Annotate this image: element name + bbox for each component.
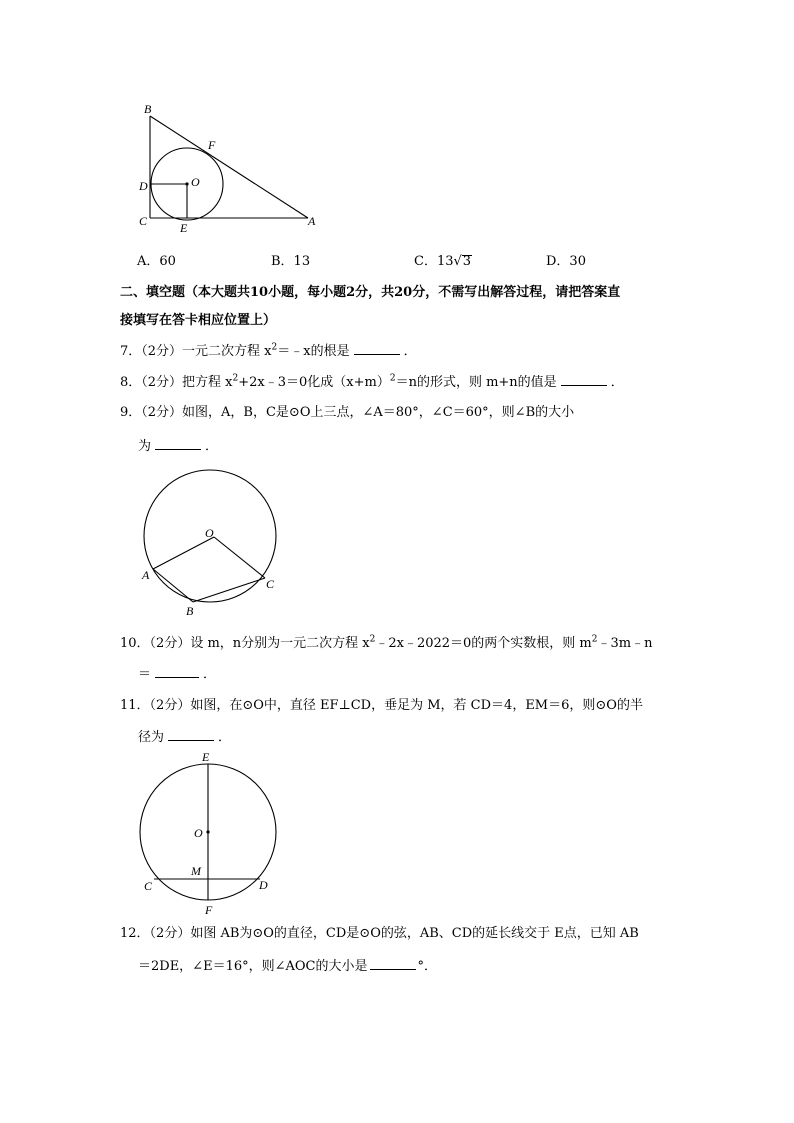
question-9-line2 xyxy=(138,437,218,456)
q10-sup2: 2 xyxy=(591,634,598,645)
q11-label-M: M xyxy=(191,864,201,878)
q11-label-F: F xyxy=(205,903,213,917)
question-8 xyxy=(120,373,624,392)
option-c xyxy=(414,250,472,269)
q10-end: ． xyxy=(203,667,217,682)
question-7 xyxy=(120,342,417,361)
q8-sup2: 2 xyxy=(389,373,396,384)
q9-line2-prefix: 为 xyxy=(138,439,152,454)
q11-label-E: E xyxy=(202,750,210,764)
label-D: D xyxy=(139,179,148,193)
option-c-prefix: C．13 xyxy=(414,254,454,269)
option-b: B．13 xyxy=(271,254,311,269)
label-F: F xyxy=(208,138,216,152)
q9-label-O: O xyxy=(205,526,214,540)
q8-answer-blank[interactable] xyxy=(561,373,607,386)
question-10-line2 xyxy=(138,665,216,684)
question-9-line1: 9．（2分）如图，A，B，C是⊙O上三点，∠A＝80°，∠C＝60°，则∠B的大小 xyxy=(120,405,575,420)
q10-rest: ﹣3m﹣n xyxy=(597,636,653,651)
q9-end: ． xyxy=(205,439,219,454)
option-d: D．30 xyxy=(546,254,586,269)
q10-prefix: 10．（2分）设 m，n分别为一元二次方程 x xyxy=(120,636,370,651)
q8-end: ． xyxy=(610,375,624,390)
label-B: B xyxy=(144,102,152,116)
q12-line2-prefix: ＝2DE，∠E＝16°，则∠AOC的大小是 xyxy=(138,959,368,974)
option-c-root: 3 xyxy=(462,254,472,269)
q10-line2-prefix: ＝ xyxy=(138,667,152,682)
q8-prefix: 8．（2分）把方程 x xyxy=(120,375,233,390)
question-12-line1: 12．（2分）如图 AB为⊙O的直径，CD是⊙O的弦，AB、CD的延长线交于 E点，已知 AB xyxy=(120,926,639,941)
q10-mid: ﹣2x﹣2022＝0的两个实数根，则 m xyxy=(375,636,592,651)
q11-label-D: D xyxy=(259,878,268,892)
section2-heading-line2: 接填写在答卡相应位置上） xyxy=(120,313,277,328)
q11-answer-blank[interactable] xyxy=(168,728,214,741)
q9-answer-blank[interactable] xyxy=(155,437,201,450)
q9-label-C: C xyxy=(266,577,275,591)
q11-label-O: O xyxy=(194,826,203,840)
section2-heading-line1: 二、填空题（本大题共10小题，每小题2分，共20分，不需写出解答过程，请把答案直 xyxy=(120,285,621,300)
q12-answer-blank[interactable] xyxy=(370,957,416,970)
q8-rest: ＝n的形式，则 m+n的值是 xyxy=(395,375,557,390)
q10-sup1: 2 xyxy=(369,634,376,645)
q11-end: ． xyxy=(218,730,232,745)
q12-end: °． xyxy=(417,959,438,974)
q9-circle-figure xyxy=(135,466,285,621)
label-O: O xyxy=(191,175,200,189)
label-C: C xyxy=(139,214,148,228)
question-11-line1: 11．（2分）如图，在⊙O中，直径 EF⊥CD，垂足为 M，若 CD＝4，EM＝6，则⊙O的半 xyxy=(120,698,643,713)
question-10-line1 xyxy=(120,635,652,653)
q7-answer-blank[interactable] xyxy=(354,342,400,355)
q11-label-C: C xyxy=(144,879,153,893)
q7-sup: 2 xyxy=(271,342,278,353)
q11-circle-figure xyxy=(130,748,290,920)
q10-answer-blank[interactable] xyxy=(155,665,199,678)
q11-line2-prefix: 径为 xyxy=(138,730,165,745)
q7-rest: ＝﹣x的根是 xyxy=(277,344,350,359)
q7-prefix: 7．（2分）一元二次方程 x xyxy=(120,344,272,359)
sqrt-sign: √ xyxy=(453,254,462,269)
q8-sup: 2 xyxy=(232,373,239,384)
question-11-line2 xyxy=(138,728,231,747)
q7-end: ． xyxy=(403,344,417,359)
label-A: A xyxy=(308,214,316,228)
q9-label-A: A xyxy=(142,568,150,582)
option-a: A．60 xyxy=(137,254,176,269)
question-12-line2 xyxy=(138,957,437,976)
q9-label-B: B xyxy=(186,604,194,618)
triangle-incircle-figure xyxy=(130,98,330,238)
q8-mid: +2x﹣3＝0化成（x+m） xyxy=(238,375,390,390)
label-E: E xyxy=(180,221,188,235)
